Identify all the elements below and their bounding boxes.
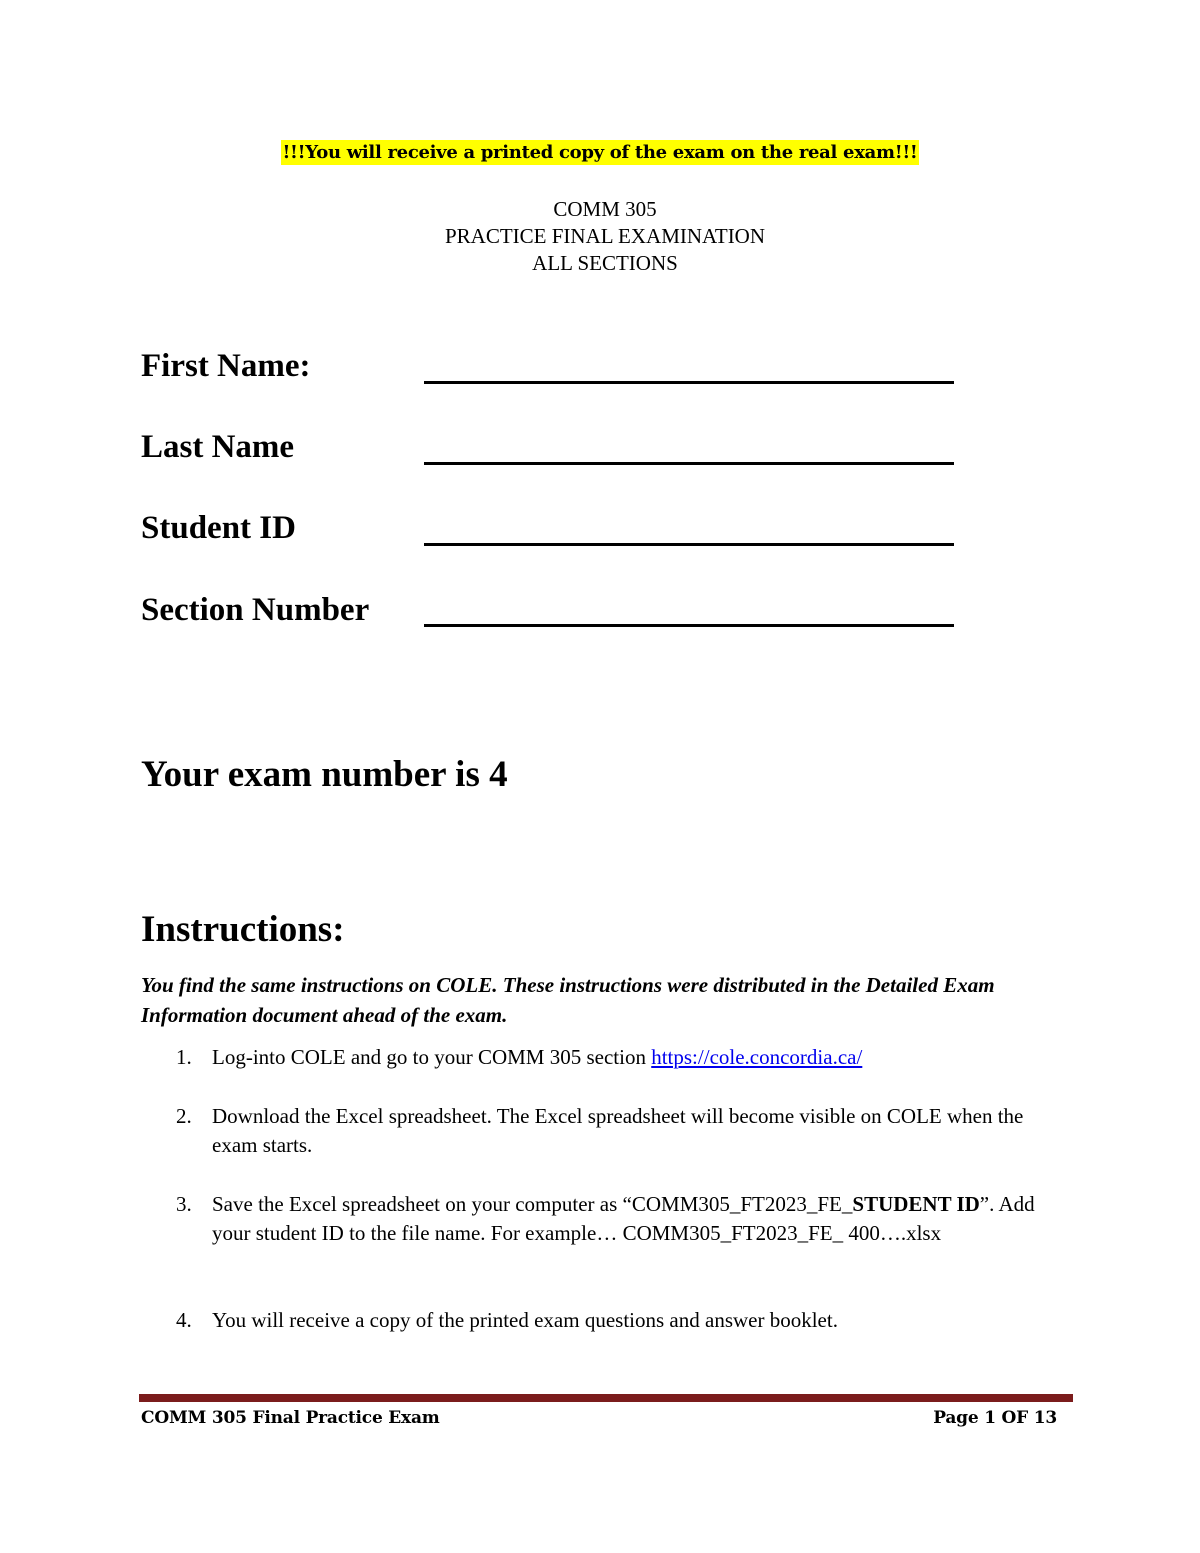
list-text	[212, 1043, 1056, 1072]
page-number: Page 1 OF 13	[933, 1408, 1057, 1428]
first-name-line	[424, 381, 954, 384]
list-text: Download the Excel spreadsheet. The Excel spreadsheet will become visible on COLE when the exam starts.	[212, 1104, 1024, 1157]
cole-link[interactable]: https://cole.concordia.ca/	[651, 1045, 863, 1069]
exam-sections: ALL SECTIONS	[532, 251, 678, 275]
list-text-part-a: Save the Excel spreadsheet on your computer as “COMM305_FT2023_FE_	[212, 1192, 853, 1216]
last-name-label: Last Name	[141, 429, 295, 465]
list-item	[176, 1306, 1056, 1335]
list-text-part-b: ”. Add your student ID to the file name. For example… COMM305_FT2023_FE_ 400….xlsx	[212, 1192, 1035, 1245]
list-number: 4.	[176, 1308, 192, 1332]
list-item	[176, 1190, 1056, 1248]
list-number: 3.	[176, 1192, 192, 1216]
student-id-bold: STUDENT ID	[852, 1192, 980, 1216]
footer-divider	[139, 1394, 1073, 1402]
list-text: You will receive a copy of the printed exam questions and answer booklet.	[212, 1308, 838, 1332]
footer-title: COMM 305 Final Practice Exam	[141, 1408, 440, 1428]
list-text-main: Log-into COLE and go to your COMM 305 section	[212, 1045, 652, 1069]
exam-title: PRACTICE FINAL EXAMINATION	[444, 224, 766, 248]
list-number: 1.	[176, 1045, 192, 1069]
last-name-line	[424, 462, 954, 465]
section-number-line	[424, 624, 954, 627]
list-number: 2.	[176, 1104, 192, 1128]
student-id-label: Student ID	[141, 510, 296, 546]
list-item	[176, 1043, 1056, 1072]
student-id-line	[424, 543, 954, 546]
instructions-heading: Instructions:	[141, 909, 345, 950]
exam-number: Your exam number is 4	[141, 754, 508, 795]
first-name-label: First Name:	[141, 348, 311, 384]
notice-highlight: !!!You will receive a printed copy of the exam on the real exam!!!	[282, 142, 918, 163]
printed-copy-notice	[0, 142, 1200, 163]
list-text	[212, 1190, 1056, 1248]
instructions-intro: You find the same instructions on COLE. These instructions were distributed in the Detailed Exam Information document ahead of the exam.	[141, 973, 995, 1027]
course-code: COMM 305	[553, 197, 657, 221]
section-number-label: Section Number	[141, 592, 370, 628]
list-item	[176, 1102, 1056, 1160]
